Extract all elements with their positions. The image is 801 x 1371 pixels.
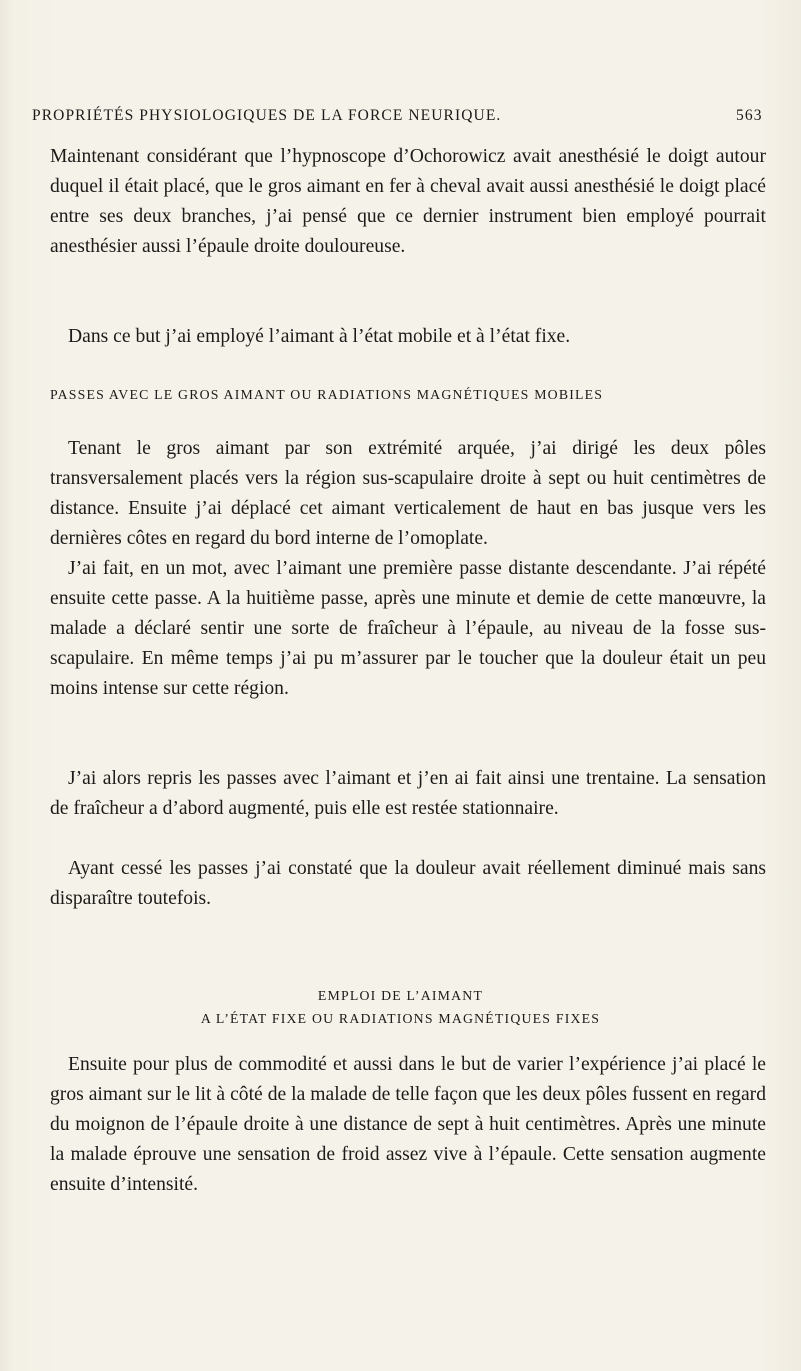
paragraph-3: Tenant le gros aimant par son extrémité arquée, j’ai dirigé les deux pôles transversalement placés vers la région sus-scapulaire droite à sept ou huit centimètres de distance. Ensuite j’ai déplacé cet aimant verticalement de haut en bas jusque vers les dernières côtes en regard du bord interne de l’omoplate. [50,438,766,549]
paragraph-6: Ayant cessé les passes j’ai constaté que la douleur avait réellement diminué mais sans disparaître toutefois. [50,858,766,909]
paragraph-4: J’ai fait, en un mot, avec l’aimant une première passe distante descendante. J’ai répété ensuite cette passe. A la huitième passe, après une minute et demie de cette manœuvre, la malade a déclaré sentir une sorte de fraîcheur à l’épaule, au niveau de la fosse sus-scapulaire. En même temps j’ai pu m’assurer par le toucher que la douleur était un peu moins intense sur cette région. [50,558,766,699]
running-header [32,107,772,133]
section-heading-mobile-passes: PASSES AVEC LE GROS AIMANT OU RADIATIONS MAGNÉTIQUES MOBILES [50,387,604,402]
running-header-title: PROPRIÉTÉS PHYSIOLOGIQUES DE LA FORCE NEURIQUE. [32,107,502,124]
page-number: 563 [736,107,763,124]
section-heading-fixed-magnet-line2: A L’ÉTAT FIXE OU RADIATIONS MAGNÉTIQUES FIXES [200,1011,601,1026]
paragraph-1: Maintenant considérant que l’hypnoscope d’Ochorowicz avait anesthésié le doigt autour duquel il était placé, que le gros aimant en fer à cheval avait aussi anesthésié le doigt placé entre ses deux branches, j’ai pensé que ce dernier instrument bien employé pourrait anesthésier aussi l’épaule droite douloureuse. [50,146,766,257]
paragraph-7: Ensuite pour plus de commodité et aussi dans le but de varier l’expérience j’ai placé le gros aimant sur le lit à côté de la malade de telle façon que les deux pôles fussent en regard du moignon de l’épaule droite à une distance de sept à huit centimètres. Après une minute la malade éprouve une sensation de froid assez vive à l’épaule. Cette sensation augmente ensuite d’intensité. [50,1054,766,1195]
paragraph-2: Dans ce but j’ai employé l’aimant à l’état mobile et à l’état fixe. [68,326,571,347]
paragraph-5: J’ai alors repris les passes avec l’aimant et j’en ai fait ainsi une trentaine. La sensation de fraîcheur a d’abord augmenté, puis elle est restée stationnaire. [50,768,766,819]
section-heading-fixed-magnet-line1: EMPLOI DE L’AIMANT [317,988,484,1003]
